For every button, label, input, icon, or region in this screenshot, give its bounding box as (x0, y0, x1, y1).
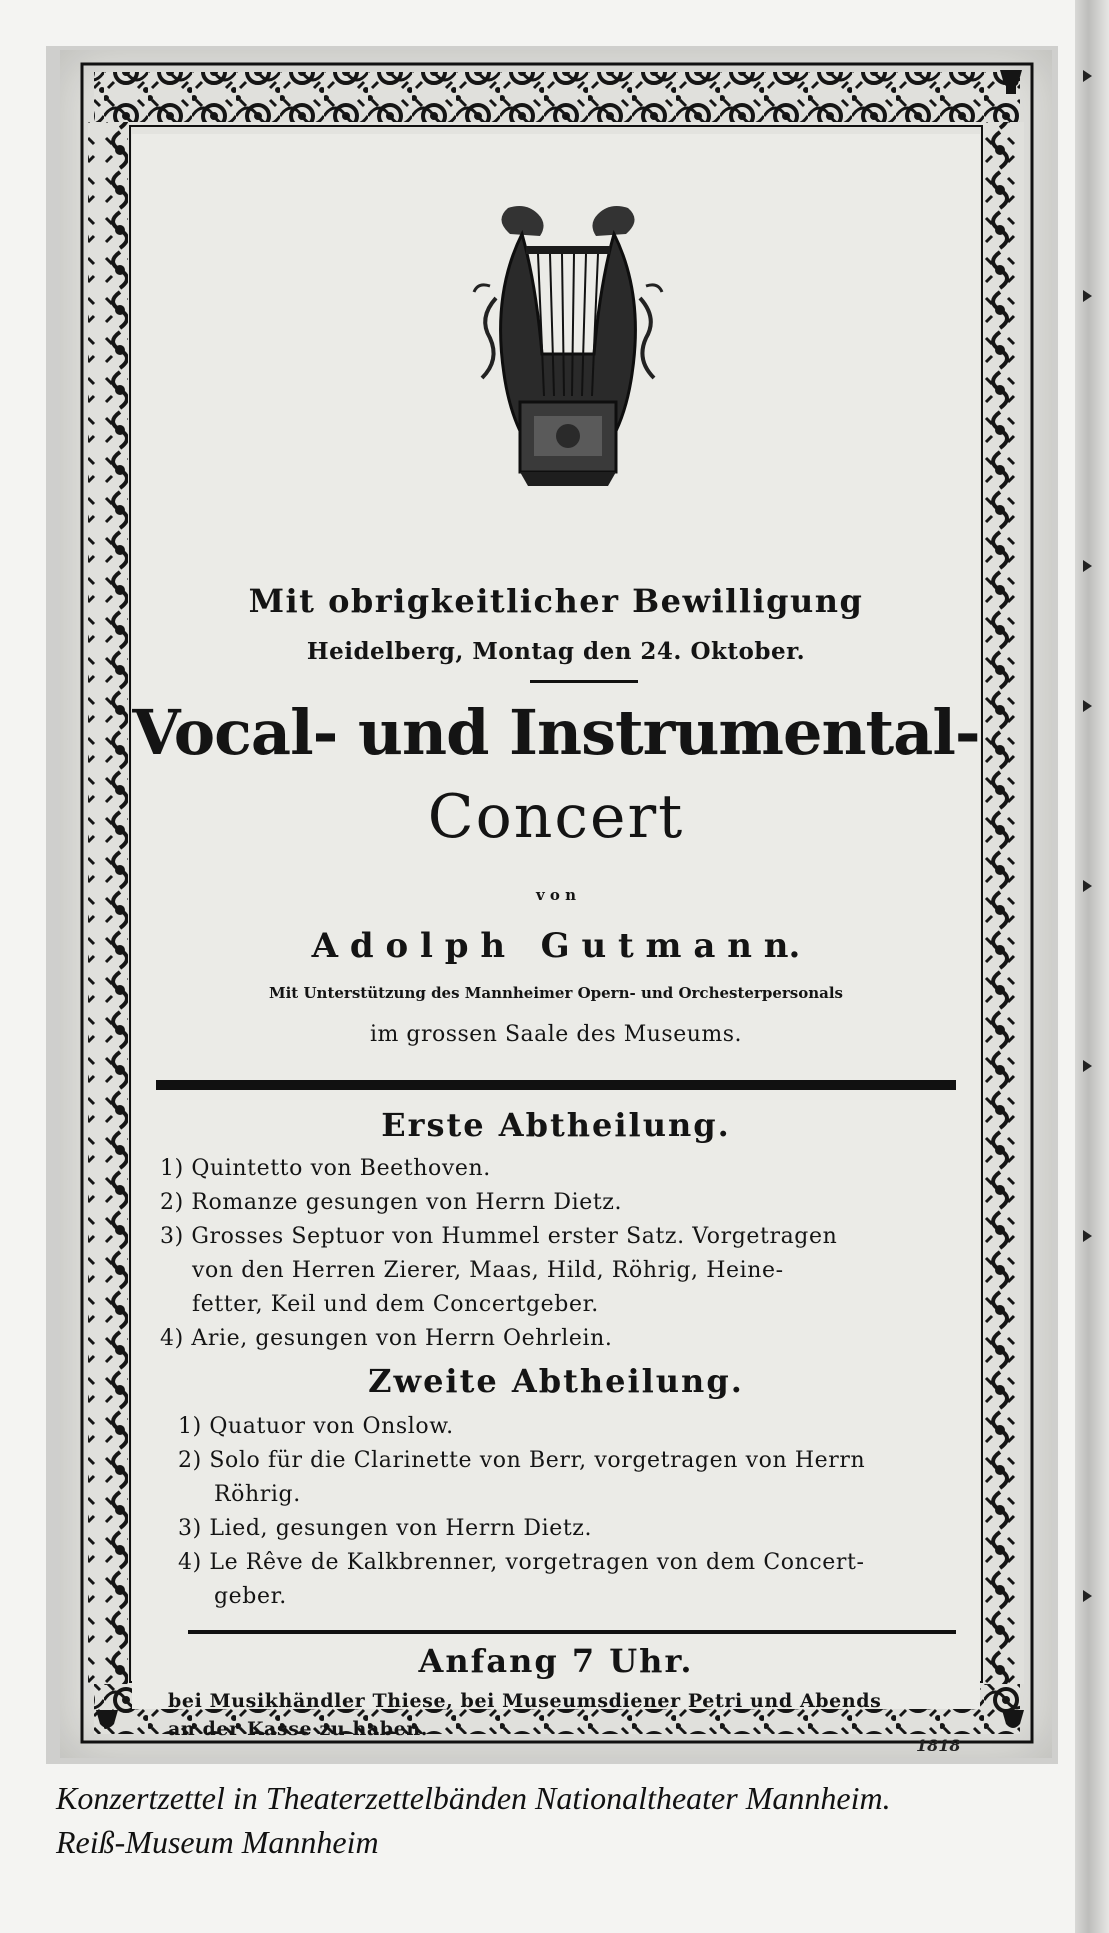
program-item: 1) Quintetto von Beethoven. (160, 1156, 491, 1181)
program-item: 1) Quatuor von Onslow. (178, 1414, 454, 1439)
margin-marker-icon (1083, 560, 1092, 572)
program-item: 4) Le Rêve de Kalkbrenner, vorgetragen von dem Concert- (178, 1550, 865, 1575)
lyre-illustration-icon (450, 206, 686, 566)
venue-line: im grossen Saale des Museums. (369, 1022, 743, 1047)
margin-marker-icon (1083, 1060, 1092, 1072)
program-item: Röhrig. (214, 1482, 301, 1507)
program-item: 3) Lied, gesungen von Herrn Dietz. (178, 1516, 593, 1541)
tickets-line-2: an der Kasse zu haben. (168, 1718, 429, 1740)
support-line: Mit Unterstützung des Mannheimer Opern- und Orchesterpersonals (269, 984, 843, 1002)
concert-poster (60, 50, 1052, 1758)
license-line: Mit obrigkeitlicher Bewilligung (248, 582, 864, 620)
margin-marker-icon (1083, 1230, 1092, 1242)
caption-line-2: Reiß-Museum Mannheim (56, 1824, 379, 1860)
program-item: 3) Grosses Septuor von Hummel erster Satz. Vorgetragen (160, 1224, 838, 1249)
poster-body (132, 134, 980, 1740)
margin-marker-icon (1083, 700, 1092, 712)
program-item: 2) Romanze gesungen von Herrn Dietz. (160, 1190, 623, 1215)
tickets-line-1: bei Musikhändler Thiese, bei Museumsdiener Petri und Abends (168, 1690, 882, 1712)
title-line-2: Concert (427, 782, 685, 852)
thick-rule (156, 1080, 956, 1090)
program-item: fetter, Keil und dem Concertgeber. (192, 1292, 599, 1317)
margin-marker-icon (1083, 1590, 1092, 1602)
caption-line-1: Konzertzettel in Theaterzettelbänden Nationaltheater Mannheim. (56, 1780, 891, 1816)
margin-marker-icon (1083, 290, 1092, 302)
title-line-1: Vocal- und Instrumental- (132, 696, 980, 769)
short-rule (530, 680, 638, 683)
date-line: Heidelberg, Montag den 24. Oktober. (306, 638, 806, 665)
start-time: Anfang 7 Uhr. (418, 1642, 694, 1680)
bottom-rule (188, 1630, 956, 1634)
margin-marker-icon (1083, 70, 1092, 82)
program-item: von den Herren Zierer, Maas, Hild, Röhrig, Heine- (192, 1258, 784, 1283)
corner-mark: 1818 (916, 1736, 961, 1755)
part-1-heading: Erste Abtheilung. (381, 1106, 731, 1144)
part-2-heading: Zweite Abtheilung. (368, 1362, 744, 1400)
von-label: v o n (535, 886, 577, 904)
program-item: 2) Solo für die Clarinette von Berr, vorgetragen von Herrn (178, 1448, 866, 1473)
program-item: 4) Arie, gesungen von Herrn Oehrlein. (160, 1326, 613, 1351)
book-page-edge (1075, 0, 1109, 1933)
program-item: geber. (214, 1584, 287, 1609)
artist-name: A d o l p h G u t m a n n. (311, 926, 801, 966)
margin-marker-icon (1083, 880, 1092, 892)
